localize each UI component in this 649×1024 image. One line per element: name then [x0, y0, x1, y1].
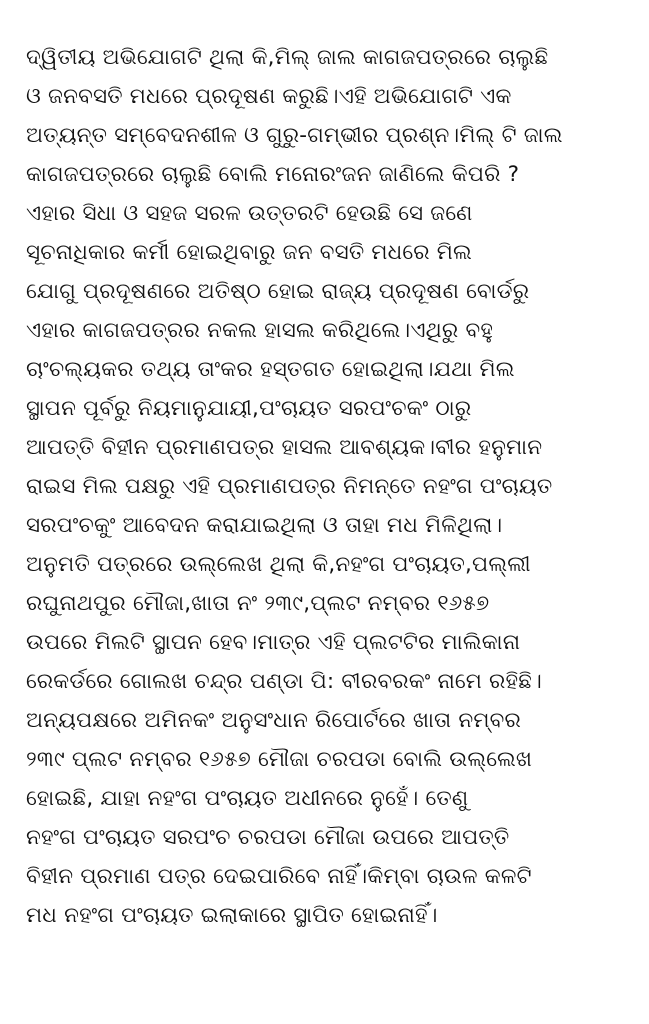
- text-line: ଅତ୍ୟନ୍ତ ସମ୍ବେଦନଶୀଳ ଓ ଗୁରୁ-ଗମ୍ଭୀର ପ୍ରଶ୍ନ।ମିଲ୍ ଟି ଜାଲ: [26, 123, 563, 148]
- text-line: ବିହୀନ ପ୍ରମାଣ ପତ୍ର ଦେଇପାରିବେ ନାହିଁ।କିମ୍ବା ଚାଉଳ କଳଟି: [26, 864, 532, 889]
- text-line: ଆପତ୍ତି ବିହୀନ ପ୍ରମାଣପତ୍ର ହାସଲ ଆବଶ୍ୟକ।ବୀର ହନୁମାନ: [26, 435, 543, 460]
- text-line: ଚାଂଚଲ୍ୟକର ତଥ୍ୟ ତାଂକର ହସ୍ତଗତ ହୋଇଥିଲା।ଯଥା ମିଲ: [26, 357, 515, 382]
- text-line: ମଧ ନହଂଗ ପଂଚାୟତ ଇଲାକାରେ ସ୍ଥାପିତ ହୋଇନାହିଁ।: [26, 903, 438, 928]
- text-line: ରେକର୍ଡରେ ଗୋଲଖ ଚନ୍ଦ୍ର ପଣ୍ଡା ପି: ବୀରବରକଂ ନାମେ ରହିଛି।: [26, 669, 542, 694]
- text-line: ସୂଚନାଧିକାର କର୍ମୀ ହୋଇଥିବାରୁ ଜନ ବସତି ମଧରେ ମିଲ: [26, 240, 472, 265]
- text-line: ସରପଂଚକୁଂ ଆବେଦନ କରାଯାଇଥିଲା ଓ ତାହା ମଧ ମିଳିଥିଲା।: [26, 513, 503, 538]
- text-line: ୨୩୯ ପ୍ଲଟ ନମ୍ବର ୧୬୫୭ ମୌଜା ଚରପଡା ବୋଲି ଉଲ୍ଲେଖ: [26, 747, 533, 772]
- text-line: ରାଇସ ମିଲ ପକ୍ଷରୁ ଏହି ପ୍ରମାଣପତ୍ର ନିମନ୍ତେ ନହଂଗ ପଂଚାୟତ: [26, 474, 553, 499]
- text-line: ଓ ଜନବସତି ମଧରେ ପ୍ରଦୂଷଣ କରୁଛି।ଏହି ଅଭିଯୋଗଟି ଏକ: [26, 84, 512, 109]
- text-line: ଯୋଗୁ ପ୍ରଦୂଷଣରେ ଅତିଷ୍ଠ ହୋଇ ରାଜ୍ୟ ପ୍ରଦୂଷଣ ବୋର୍ଡରୁ: [26, 279, 530, 304]
- text-line: ରଘୁନାଥପୁର ମୌଜା,ଖାତା ନଂ ୨୩୯,ପ୍ଲଟ ନମ୍ବର ୧୬୫୭: [26, 591, 490, 616]
- text-line: ଅନୁମତି ପତ୍ରରେ ଉଲ୍ଲେଖ ଥିଲା କି,ନହଂଗ ପଂଚାୟତ,ପଲ୍ଲୀ: [26, 552, 531, 577]
- text-line: ଏହାର କାଗଜପତ୍ରର ନକଲ ହାସଲ କରିଥିଲେ।ଏଥିରୁ ବହୁ: [26, 318, 494, 343]
- text-line: ଏହାର ସିଧା ଓ ସହଜ ସରଳ ଉତ୍ତରଟି ହେଉଛି ସେ ଜଣେ: [26, 201, 473, 226]
- text-line: ଅନ୍ୟପକ୍ଷରେ ଅମିନକଂ ଅନୁସଂଧାନ ରିପୋର୍ଟରେ ଖାତା ନମ୍ବର: [26, 708, 522, 733]
- text-line: ହୋଇଛି, ଯାହା ନହଂଗ ପଂଚାୟତ ଅଧୀନରେ ନୁହେଁ। ତେଣୁ: [26, 786, 469, 811]
- text-line: ଦ୍ୱିତୀୟ ଅଭିଯୋଗଟି ଥିଲା କି,ମିଲ୍ ଜାଲ କାଗଜପତ୍ରରେ ଚାଲୁଛି: [26, 45, 549, 70]
- text-line: ସ୍ଥାପନ ପୂର୍ବରୁ ନିୟମାନୁଯାୟୀ,ପଂଚାୟତ ସରପଂଚକଂ ଠାରୁ: [26, 396, 472, 421]
- text-line: ଉପରେ ମିଲଟି ସ୍ଥାପନ ହେବ।ମାତ୍ର ଏହି ପ୍ଲଟଟିର ମାଲିକାନା: [26, 630, 521, 655]
- text-line: ନହଂଗ ପଂଚାୟତ ସରପଂଚ ଚରପଡା ମୌଜା ଉପରେ ଆପତ୍ତି: [26, 825, 510, 850]
- text-line: କାଗଜପତ୍ରରେ ଚାଲୁଛି ବୋଲି ମନୋରଂଜନ ଜାଣିଲେ କିପରି ?: [26, 162, 520, 187]
- body-text: [26, 38, 631, 935]
